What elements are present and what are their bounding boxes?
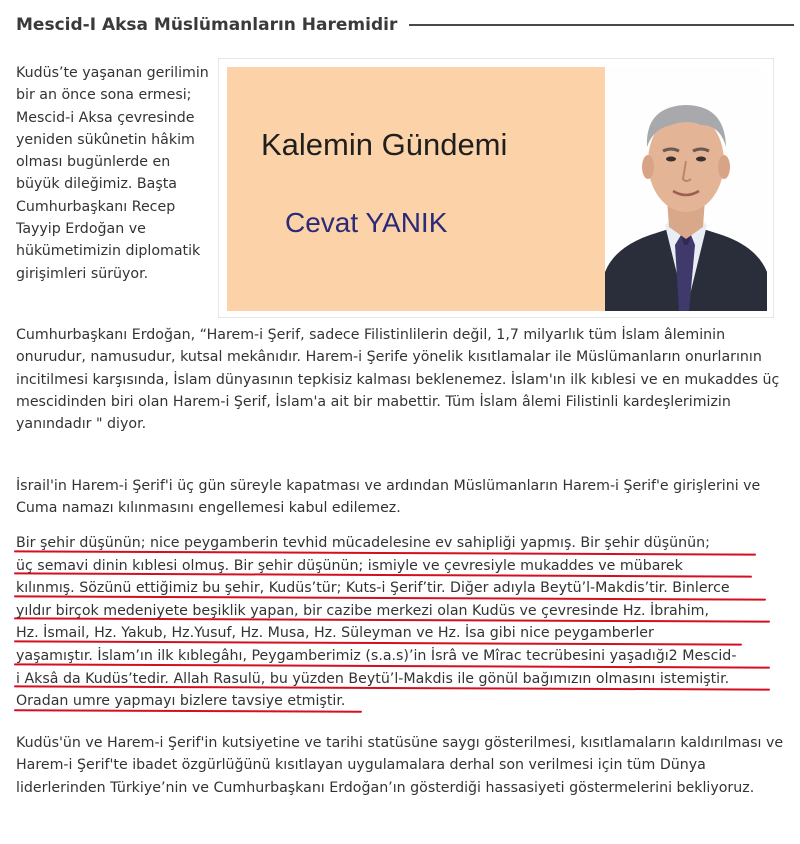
highlighted-line: i Aksâ da Kudüs’tedir. Allah Rasulü, bu yüzden Beytü’l-Makdis ile gönül bağımızın olmasını istemiştir. (16, 668, 786, 691)
statement-paragraph: İsrail'in Harem-i Şerif'i üç gün süreyle kapatması ve ardından Müslümanların Harem-i Şerif'e girişlerini ve Cuma namazı kılınmasını engellemesi kabul edilemez. (16, 478, 761, 517)
highlighted-line: Oradan umre yapmayı bizlere tavsiye etmiştir. (16, 690, 786, 713)
highlighted-line: kılınmış. Sözünü ettiğimiz bu şehir, Kudüs’tür; Kuts-i Şerif’tir. Diğer adıyla Beytü’l-Makdis’tir. Binlerce (16, 577, 786, 600)
quote-paragraph: Cumhurbaşkanı Erdoğan, “Harem-i Şerif, sadece Filistinlilerin değil, 1,7 milyarlık tüm İslam âleminin onurudur, namusudur, kutsal mekânıdır. Harem-i Şerife yönelik kısıtlamalar ile Müslümanların onurlarının incitilmesi karşısında, İslam dünyasının tepkisiz kalması beklenemez. İslam'ın ilk kıblesi ve en mukaddes üç mescidinden biri olan Harem-i Şerif, İslam'a ait bir mabettir. Tüm İslam âlemi Filistinli kardeşlerimizin yanındadır " diyor. (16, 327, 780, 433)
intro-paragraph: Kudüs’te yaşanan gerilimin bir an önce sona ermesi; Mescid-i Aksa çevresinde yeniden sükûnetin hâkim olması bugünlerde en büyük dileğimiz. Başta Cumhurbaşkanı Recep Tayyip Erdoğan ve hükümetimizin diplomatik girişimleri sürüyor. (16, 65, 209, 282)
highlighted-line: yaşamıştır. İslam’ın ilk kıblegâhı, Peygamberimiz (s.a.s)’in İsrâ ve Mîrac tecrübesini yaşadığı2 Mescid- (16, 645, 786, 668)
highlighted-line: Hz. İsmail, Hz. Yakub, Hz.Yusuf, Hz. Musa, Hz. Süleyman ve Hz. İsa gibi nice peygamberler (16, 622, 786, 645)
author-portrait (605, 67, 767, 311)
highlighted-line: Bir şehir düşünün; nice peygamberin tevhid mücadelesine ev sahipliği yapmış. Bir şehir düşünün; (16, 532, 786, 555)
author-name: Cevat YANIK (285, 207, 448, 238)
banner-background (227, 67, 767, 311)
article-header (16, 10, 794, 40)
article-title: Mescid-I Aksa Müslümanların Haremidir (16, 15, 398, 35)
highlighted-paragraph (16, 532, 786, 713)
title-divider (409, 24, 794, 26)
closing-paragraph: Kudüs'ün ve Harem-i Şerif'in kutsiyetine ve tarihi statüsüne saygı gösterilmesi, kısıtlamaların kaldırılması ve Harem-i Şerif'te ibadet özgürlüğünü kısıtlayan uygulamalara derhal son verilmesi için tüm Dünya liderlerinden Türkiye’nin ve Cumhurbaşkanı Erdoğan’ın gösterdiği hassasiyeti göstermelerini bekliyoruz. (16, 735, 784, 796)
column-name: Kalemin Gündemi (261, 127, 508, 162)
author-banner-image (218, 58, 774, 318)
highlighted-line: üç semavi dinin kıblesi olmuş. Bir şehir düşünün; ismiyle ve çevresiyle mukaddes ve mübarek (16, 555, 786, 578)
highlighted-line: yıldır birçok medeniyete beşiklik yapan, bir cazibe merkezi olan Kudüs ve çevresinde Hz. İbrahim, (16, 600, 786, 623)
